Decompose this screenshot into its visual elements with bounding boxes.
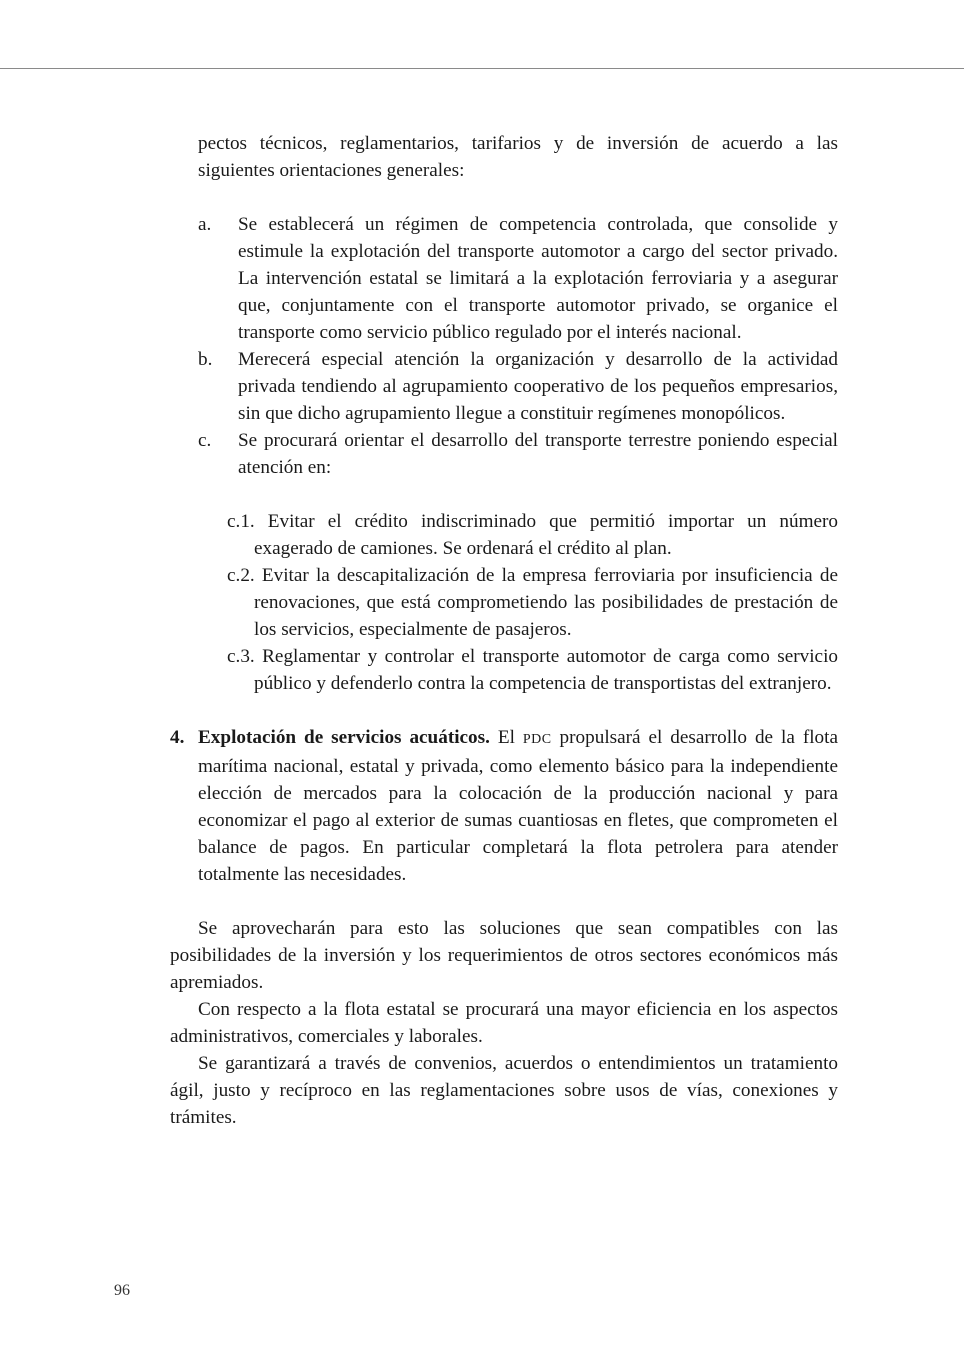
list-marker: b. [198,349,213,370]
page-body [170,130,838,1131]
section-heading: Explotación de servicios acuáticos. [198,727,490,748]
sub-item-c1: c.1. Evitar el crédito indiscriminado que permitió importar un número exagerado de camiones. Se ordenará el crédito al plan. [227,511,838,559]
section-body: propulsará el desarrollo de la flota marítima nacional, estatal y privada, como elemento básico para la independiente elección de mercados para la colocación de la producción nacional y para economizar el pago al exterior de sumas cuantiosas en fletes, que comprometen el balance de pagos. En particular completará la flota petrolera para atender totalmente las necesidades. [198,727,838,885]
header-rule [0,68,964,69]
section-4-text [198,724,838,888]
page-number: 96 [114,1282,130,1299]
sub-item-c3: c.3. Reglamentar y controlar el transporte automotor de carga como servicio público y defenderlo contra la competencia de transportistas del extranjero. [227,646,838,694]
list-marker: c. [198,430,212,451]
sub-item-c2: c.2. Evitar la descapitalización de la empresa ferroviaria por insuficiencia de renovaciones, que está comprometiendo las posibilidades de prestación de los servicios, especialmente de pasajeros. [227,565,838,640]
section-lead: El [489,727,523,748]
closing-paragraph-1: Se aprovecharán para esto las soluciones que sean compatibles con las posibilidades de la inversión y los requerimientos de otros sectores económicos más apremiados. [170,918,838,993]
list-item-text: Merecerá especial atención la organización y desarrollo de la actividad privada tendiendo al agrupamiento cooperativo de los pequeños empresarios, sin que dicho agrupamiento llegue a constituir regímenes monopólicos. [238,349,838,424]
list-marker: a. [198,214,212,235]
list-item-a [198,211,838,346]
list-item-c [198,427,838,481]
closing-paragraph-3: Se garantizará a través de convenios, acuerdos o entendimientos un tratamiento ágil, justo y recíproco en las reglamentaciones sobre usos de vías, conexiones y trámites. [170,1053,838,1128]
list-item-text: Se establecerá un régimen de competencia controlada, que consolide y estimule la explotación del transporte automotor a cargo del sector privado. La intervención estatal se limitará a la explotación ferroviaria y a asegurar que, conjuntamente con el transporte automotor privado, se organice el transporte como servicio público regulado por el interés nacional. [238,214,838,343]
acronym: PDC [522,732,552,747]
section-4 [170,724,838,888]
intro-paragraph: pectos técnicos, reglamentarios, tarifarios y de inversión de acuerdo a las siguientes orientaciones generales: [198,133,838,181]
closing-paragraph-2: Con respecto a la flota estatal se procurará una mayor eficiencia en los aspectos administrativos, comerciales y laborales. [170,999,838,1047]
section-number: 4. [170,727,185,748]
list-item-text: Se procurará orientar el desarrollo del transporte terrestre poniendo especial atención en: [238,430,838,478]
list-item-b [198,346,838,427]
